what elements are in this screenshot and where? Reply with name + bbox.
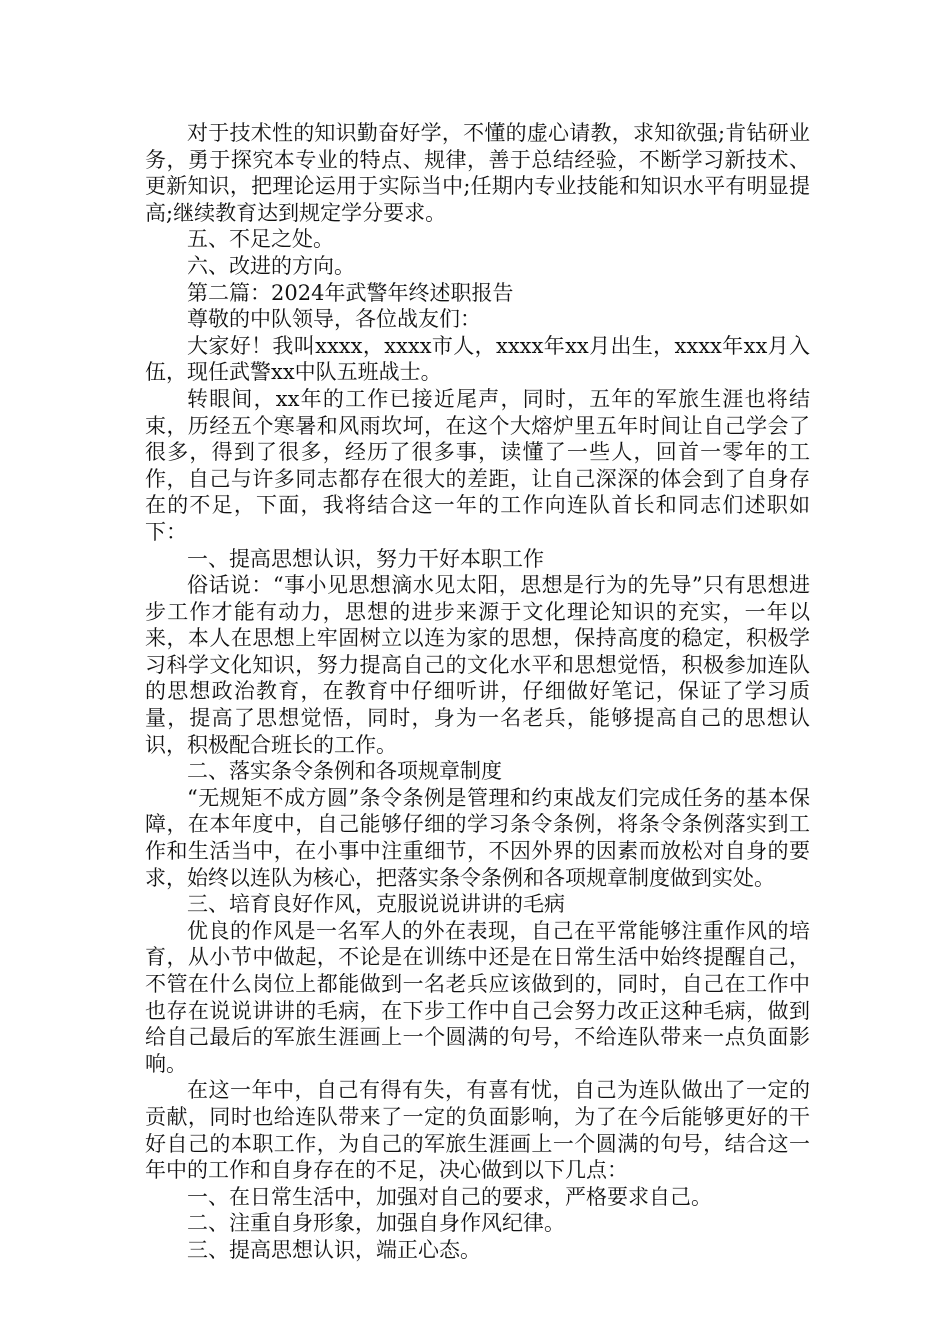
resolution-item-3: 三、提高思想认识，端正心态。 <box>187 1237 481 1262</box>
paragraph-continued-study: 对于技术性的知识勤奋好学，不懂的虚心请教，求知欲强;肯钻研业务，勇于探究本专业的特点、规律，善于总结经验，不断学习新技术、更新知识，把理论运用于实际当中;任期内专业技能和知识水平有明显提高;继续教育达到规定学分要求。 <box>145 121 810 225</box>
paragraph-work-style: 优良的作风是一名军人的外在表现，自己在平常能够注重作风的培育，从小节中做起，不论是在训练中还是在日常生活中始终提醒自己，不管在什么岗位上都能做到一名老兵应该做到的，同时，自己在工作中也存在说说讲讲的毛病，在下步工作中自己会努力改正这种毛病，做到给自己最后的军旅生涯画上一个圆满的句号，不给连队带来一点负面影响。 <box>145 918 810 1076</box>
item-improvement-direction: 六、改进的方向。 <box>187 253 355 278</box>
paragraph-regulations: “无规矩不成方圆”条令条例是管理和约束战友们完成任务的基本保障，在本年度中，自己能够仔细的学习条令条例，将条令条例落实到工作和生活当中，在小事中注重细节，不因外界的因素而放松对自身的要求，始终以连队为核心，把落实条令条例和各项规章制度做到实处。 <box>145 785 810 890</box>
paragraph-summary: 在这一年中，自己有得有失，有喜有忧，自己为连队做出了一定的贡献，同时也给连队带来了一定的负面影响，为了在今后能够更好的干好自己的本职工作，为自己的军旅生涯画上一个圆满的句号，结合这一年中的工作和自身存在的不足，决心做到以下几点： <box>145 1078 810 1183</box>
resolution-item-2: 二、注重自身形象，加强自身作风纪律。 <box>187 1211 565 1236</box>
section-title-second-article: 第二篇：2024年武警年终述职报告 <box>187 280 514 305</box>
heading-ideology: 一、提高思想认识，努力干好本职工作 <box>187 546 544 571</box>
item-shortcomings: 五、不足之处。 <box>187 227 334 252</box>
resolution-item-1: 一、在日常生活中，加强对自己的要求，严格要求自己。 <box>187 1184 712 1209</box>
heading-regulations: 二、落实条令条例和各项规章制度 <box>187 759 502 784</box>
paragraph-ideology: 俗话说：“事小见思想滴水见太阳，思想是行为的先导”只有思想进步工作才能有动力，思想的进步来源于文化理论知识的充实，一年以来，本人在思想上牢固树立以连为家的思想，保持高度的稳定，积极学习科学文化知识，努力提高自己的文化水平和思想觉悟，积极参加连队的思想政治教育，在教育中仔细听讲，仔细做好笔记，保证了学习质量，提高了思想觉悟，同时，身为一名老兵，能够提高自己的思想认识，积极配合班长的工作。 <box>145 573 810 757</box>
paragraph-self-introduction: 大家好！我叫xxxx，xxxx市人，xxxx年xx月出生，xxxx年xx月入伍，现任武警xx中队五班战士。 <box>145 333 810 385</box>
document-body <box>145 120 810 1264</box>
paragraph-year-review: 转眼间，xx年的工作已接近尾声，同时，五年的军旅生涯也将结束，历经五个寒暑和风雨坎坷，在这个大熔炉里五年时间让自己学会了很多，得到了很多，经历了很多事，读懂了一些人，回首一零年的工作，自己与许多同志都存在很大的差距，让自己深深的体会到了自身存在的不足，下面，我将结合这一年的工作向连队首长和同志们述职如下： <box>145 386 810 544</box>
heading-work-style: 三、培育良好作风，克服说说讲讲的毛病 <box>187 892 565 917</box>
salutation: 尊敬的中队领导，各位战友们： <box>187 307 481 332</box>
